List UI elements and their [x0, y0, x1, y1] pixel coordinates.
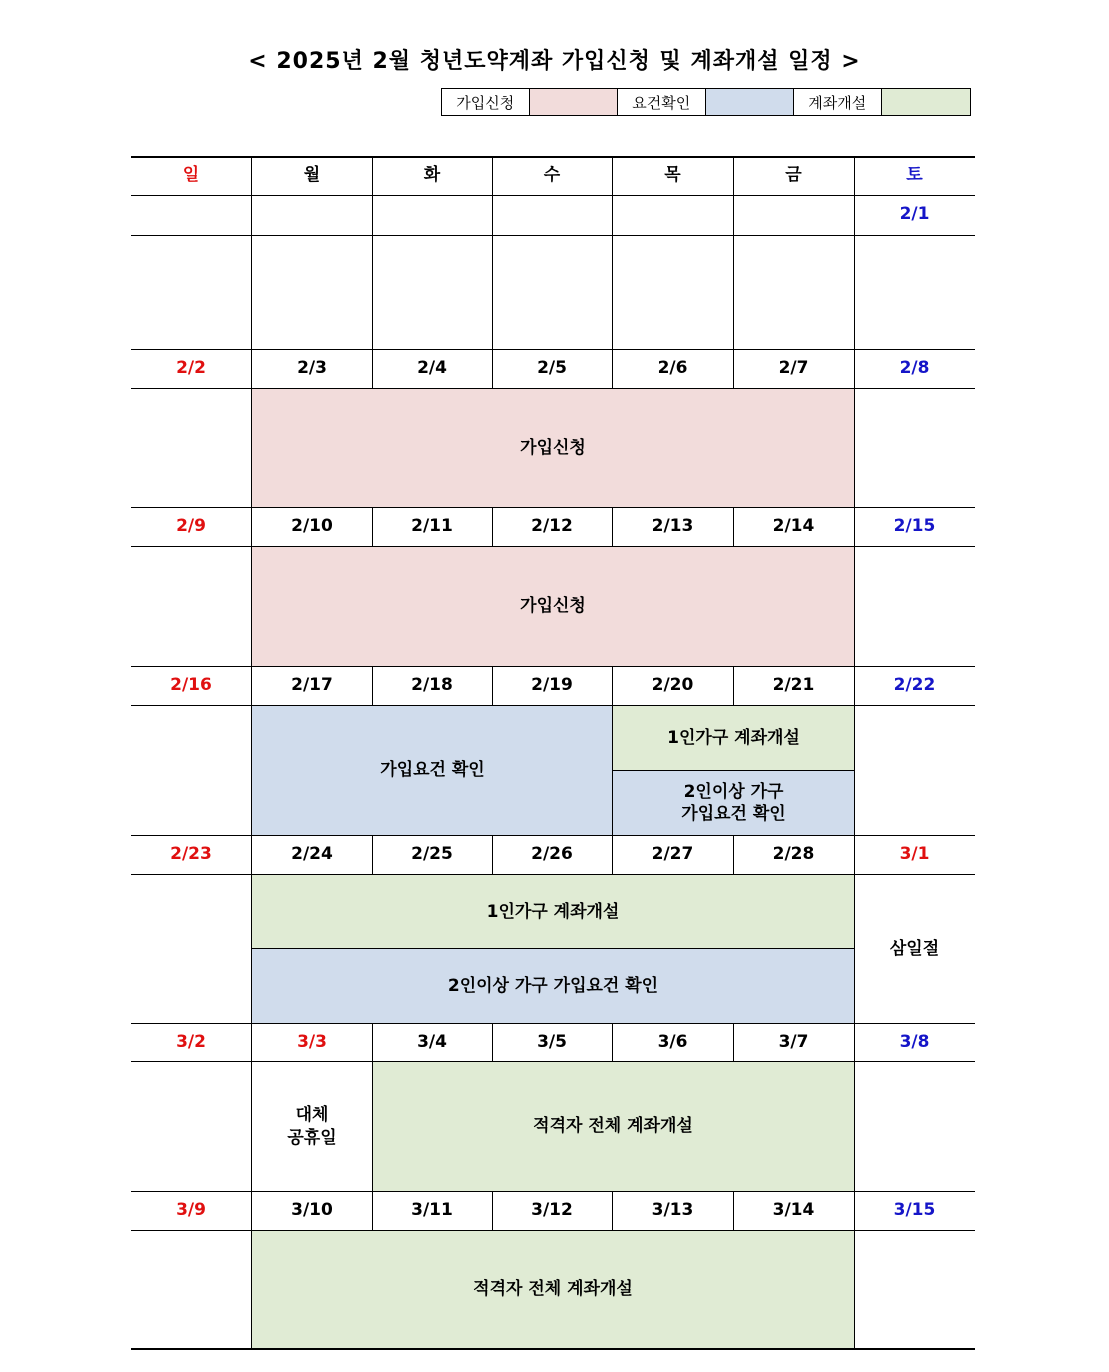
- event-apply-week3: 가입신청: [252, 547, 854, 666]
- date-cell: 3/7: [778, 1032, 809, 1053]
- date-cell: 2/1: [899, 204, 930, 225]
- legend-swatch-open: [882, 89, 971, 115]
- legend-label-open: 계좌개설: [794, 89, 882, 115]
- date-cell: 2/12: [531, 516, 573, 537]
- event-verify-multi-week4: 2인이상 가구 가입요건 확인: [613, 771, 854, 835]
- date-cell: 2/28: [772, 844, 815, 865]
- event-apply-week2: 가입신청: [252, 389, 854, 507]
- event-verify-week4: 가입요건 확인: [252, 706, 613, 835]
- weekday-sun: 일: [182, 165, 200, 186]
- date-cell: 3/10: [291, 1200, 333, 1221]
- date-cell: 3/6: [657, 1032, 688, 1053]
- date-cell: 2/16: [170, 675, 212, 696]
- date-cell: [612, 195, 733, 234]
- date-cell: 3/13: [651, 1200, 694, 1221]
- weekday-sat: 토: [906, 165, 923, 186]
- date-cell: [131, 195, 251, 234]
- legend-swatch-apply: [530, 89, 619, 115]
- date-cell: [492, 195, 612, 234]
- date-cell: 2/27: [651, 844, 694, 865]
- date-cell: 2/8: [899, 358, 930, 379]
- date-cell: 2/15: [893, 516, 936, 537]
- date-cell: 2/11: [411, 516, 453, 537]
- date-cell: 2/13: [651, 516, 694, 537]
- date-cell: 2/26: [531, 844, 573, 865]
- date-cell: 2/22: [893, 675, 936, 696]
- legend-label-verify: 요건확인: [618, 89, 706, 115]
- holiday-samiljeol: 삼일절: [889, 938, 940, 959]
- date-cell: 2/19: [531, 675, 573, 696]
- date-cell: 2/18: [411, 675, 453, 696]
- date-cell: 3/15: [893, 1200, 936, 1221]
- legend: [441, 88, 971, 116]
- date-cell: 2/3: [297, 358, 327, 379]
- date-cell: 2/21: [772, 675, 815, 696]
- event-open-single-week5: 1인가구 계좌개설: [252, 875, 854, 949]
- date-cell: [733, 195, 854, 234]
- event-verify-multi-week5: 2인이상 가구 가입요건 확인: [252, 949, 854, 1023]
- weekday-wed: 수: [543, 165, 561, 186]
- date-cell: 2/2: [176, 358, 206, 379]
- calendar-table: [131, 156, 975, 1350]
- holiday-substitute: 대체 공휴일: [287, 1105, 337, 1148]
- weekday-tue: 화: [423, 165, 441, 186]
- date-cell: 3/8: [899, 1032, 930, 1053]
- weekday-fri: 금: [785, 165, 802, 186]
- date-cell: 3/12: [531, 1200, 573, 1221]
- date-cell: 3/4: [417, 1032, 447, 1053]
- date-cell: 2/24: [291, 844, 333, 865]
- date-cell: 2/6: [657, 358, 688, 379]
- date-cell: 2/23: [170, 844, 212, 865]
- date-cell: 2/25: [411, 844, 453, 865]
- event-open-all-week7: 적격자 전체 계좌개설: [252, 1231, 854, 1348]
- date-cell: 2/14: [772, 516, 815, 537]
- date-cell: 2/17: [291, 675, 333, 696]
- date-cell: [372, 195, 492, 234]
- date-cell: 3/14: [772, 1200, 815, 1221]
- date-cell: 2/20: [651, 675, 694, 696]
- event-open-all-week6: 적격자 전체 계좌개설: [372, 1062, 854, 1191]
- date-cell: 3/11: [411, 1200, 453, 1221]
- legend-label-apply: 가입신청: [442, 89, 530, 115]
- date-cell: 3/9: [176, 1200, 206, 1221]
- date-cell: 2/4: [417, 358, 447, 379]
- date-cell: 2/5: [537, 358, 567, 379]
- date-cell: 2/10: [291, 516, 333, 537]
- date-cell: 3/5: [537, 1032, 567, 1053]
- date-cell: 3/3: [297, 1032, 327, 1053]
- date-cell: 2/9: [176, 516, 206, 537]
- legend-swatch-verify: [706, 89, 795, 115]
- event-open-single-week4: 1인가구 계좌개설: [613, 706, 854, 771]
- date-cell: 2/7: [778, 358, 809, 379]
- weekday-mon: 월: [303, 165, 321, 186]
- page-title: < 2025년 2월 청년도약계좌 가입신청 및 계좌개설 일정 >: [248, 49, 861, 74]
- date-cell: [252, 195, 372, 234]
- weekday-thu: 목: [664, 165, 681, 186]
- date-cell: 3/2: [176, 1032, 206, 1053]
- date-cell: 3/1: [899, 844, 930, 865]
